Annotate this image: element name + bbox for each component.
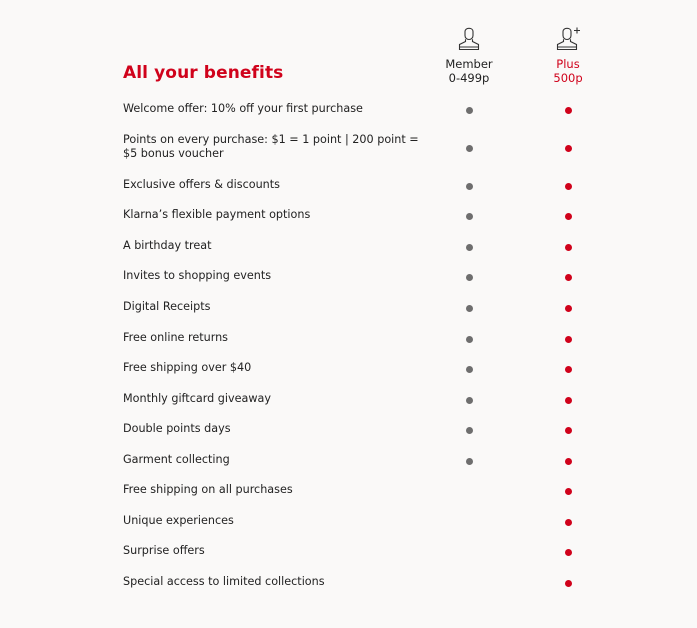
- benefit-label: Garment collecting: [123, 453, 230, 466]
- plus-included-dot: [565, 458, 572, 465]
- person-icon: [434, 26, 504, 52]
- benefit-row: [123, 208, 593, 222]
- benefit-label: A birthday treat: [123, 239, 212, 252]
- plus-included-dot: [565, 305, 572, 312]
- benefit-row: [123, 544, 593, 558]
- benefit-row: [123, 239, 593, 253]
- benefit-label: Double points days: [123, 422, 231, 435]
- plus-included-dot: [565, 366, 572, 373]
- plus-included-dot: [565, 213, 572, 220]
- member-included-dot: [466, 183, 473, 190]
- benefit-row: [123, 514, 593, 528]
- benefit-label: Free shipping over $40: [123, 361, 252, 374]
- benefit-label: Free online returns: [123, 331, 229, 344]
- benefit-row: [123, 269, 593, 283]
- plus-included-dot: [565, 145, 572, 152]
- benefit-label: Welcome offer: 10% off your first purchase: [123, 102, 363, 115]
- member-included-dot: [466, 305, 473, 312]
- member-included-dot: [466, 274, 473, 281]
- benefit-row: [123, 300, 593, 314]
- plus-included-dot: [565, 244, 572, 251]
- member-included-dot: [466, 458, 473, 465]
- benefit-label: Exclusive offers & discounts: [123, 178, 280, 191]
- tier-plus-header: [533, 26, 603, 85]
- plus-included-dot: [565, 427, 572, 434]
- plus-included-dot: [565, 519, 572, 526]
- benefit-row: [123, 575, 593, 589]
- plus-included-dot: [565, 336, 572, 343]
- benefit-row: [123, 133, 593, 161]
- tier-member-name: Member: [445, 57, 493, 71]
- benefit-label: Invites to shopping events: [123, 269, 272, 282]
- benefit-row: [123, 392, 593, 406]
- benefit-label: Klarna’s flexible payment options: [123, 208, 311, 221]
- plus-included-dot: [565, 488, 572, 495]
- benefit-label: Special access to limited collections: [123, 575, 325, 588]
- plus-included-dot: [565, 580, 572, 587]
- plus-included-dot: [565, 274, 572, 281]
- member-included-dot: [466, 397, 473, 404]
- member-included-dot: [466, 145, 473, 152]
- benefit-row: [123, 483, 593, 497]
- benefit-row: [123, 422, 593, 436]
- tier-plus-name: Plus: [556, 57, 580, 71]
- page-title: All your benefits: [123, 63, 284, 83]
- member-included-dot: [466, 427, 473, 434]
- plus-included-dot: [565, 549, 572, 556]
- tier-plus-range: 500p: [553, 71, 583, 85]
- person-plus-icon: [533, 26, 603, 52]
- benefit-label: Surprise offers: [123, 544, 205, 557]
- plus-included-dot: [565, 107, 572, 114]
- benefit-row: [123, 361, 593, 375]
- member-included-dot: [466, 336, 473, 343]
- benefit-label: Digital Receipts: [123, 300, 211, 313]
- tier-member-range: 0-499p: [448, 71, 490, 85]
- plus-included-dot: [565, 183, 572, 190]
- member-included-dot: [466, 244, 473, 251]
- benefit-row: [123, 453, 593, 467]
- benefit-label: Points on every purchase: $1 = 1 point | 200 point = $5 bonus voucher: [123, 133, 419, 160]
- benefit-label: Free shipping on all purchases: [123, 483, 293, 496]
- plus-included-dot: [565, 397, 572, 404]
- benefit-row: [123, 178, 593, 192]
- benefit-label: Monthly giftcard giveaway: [123, 392, 271, 405]
- tier-member-header: [434, 26, 504, 85]
- benefit-row: [123, 102, 593, 116]
- benefit-label: Unique experiences: [123, 514, 234, 527]
- member-included-dot: [466, 366, 473, 373]
- member-included-dot: [466, 213, 473, 220]
- benefit-row: [123, 331, 593, 345]
- member-included-dot: [466, 107, 473, 114]
